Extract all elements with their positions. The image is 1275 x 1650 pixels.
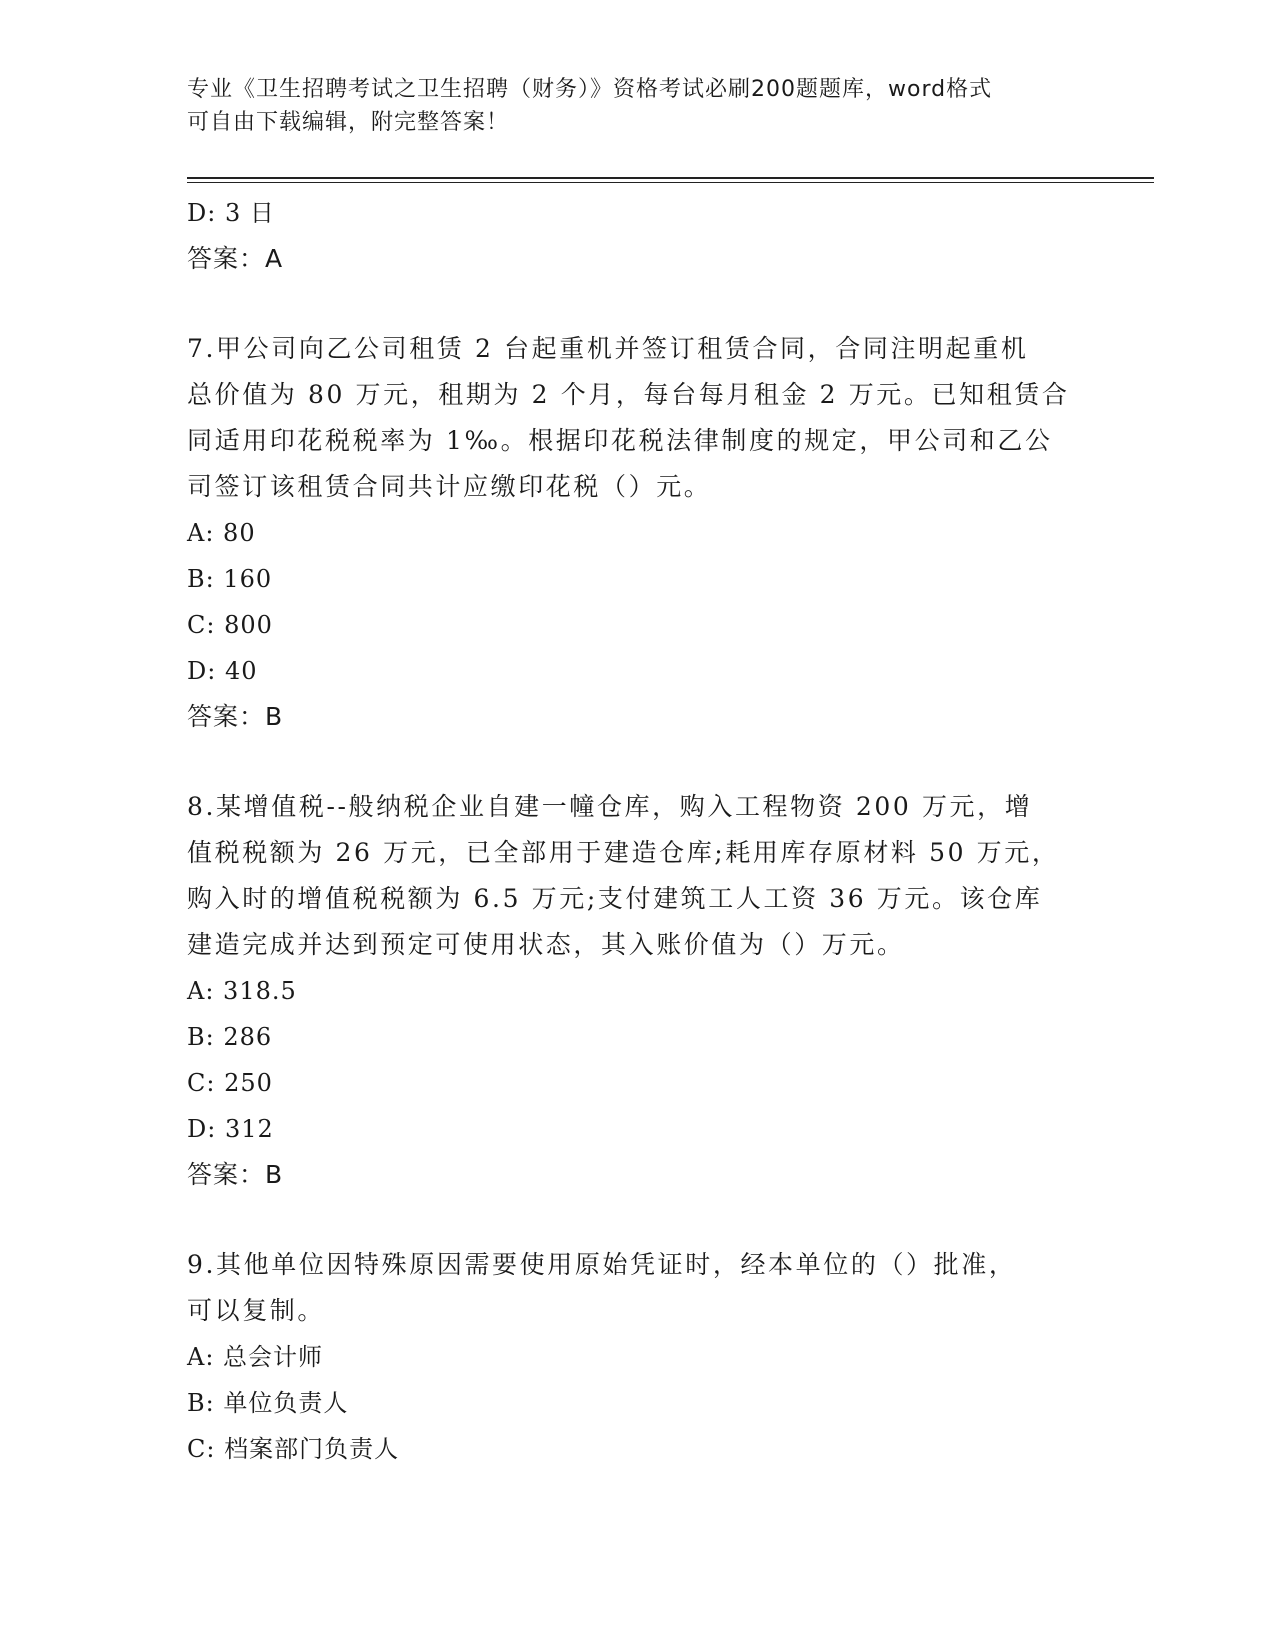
option-d: D: 3 日	[187, 199, 275, 227]
question-7	[187, 326, 1087, 740]
question-text	[187, 326, 1087, 510]
question-9	[187, 1242, 1087, 1472]
question-text-line: 总价值为 80 万元，租期为 2 个月，每台每月租金 2 万元。已知租赁合	[187, 380, 1070, 409]
answer-line: 答案：A	[187, 244, 284, 273]
option-d: D: 40	[187, 657, 258, 685]
option-c: C: 800	[187, 611, 273, 639]
option-b: B: 160	[187, 565, 273, 593]
question-text-line: 7.甲公司向乙公司租赁 2 台起重机并签订租赁合同，合同注明起重机	[187, 334, 1029, 363]
spacer	[187, 740, 1087, 784]
answer-line: 答案：B	[187, 702, 284, 731]
option-d: D: 312	[187, 1115, 274, 1143]
option-c: C: 档案部门负责人	[187, 1435, 400, 1463]
spacer	[187, 1198, 1087, 1242]
question-text-line: 同适用印花税税率为 1‰。根据印花税法律制度的规定，甲公司和乙公	[187, 426, 1053, 455]
answer-line: 答案：B	[187, 1160, 284, 1189]
page-header	[187, 73, 1067, 139]
spacer	[187, 282, 1087, 326]
option-a: A: 总会计师	[187, 1343, 324, 1371]
option-c: C: 250	[187, 1069, 273, 1097]
option-b: B: 286	[187, 1023, 273, 1051]
question-text-line: 司签订该租赁合同共计应缴印花税（）元。	[187, 472, 712, 501]
option-b: B: 单位负责人	[187, 1389, 349, 1417]
header-title-line-2: 可自由下载编辑，附完整答案！	[187, 110, 510, 135]
question-text-line: 购入时的增值税税额为 6.5 万元;支付建筑工人工资 36 万元。该仓库	[187, 884, 1043, 913]
question-text-line: 9.其他单位因特殊原因需要使用原始凭证时，经本单位的（）批准，	[187, 1250, 1017, 1279]
question-8	[187, 784, 1087, 1198]
question-text-line: 建造完成并达到预定可使用状态，其入账价值为（）万元。	[187, 930, 905, 959]
question-content	[187, 190, 1087, 1472]
header-divider-thin	[187, 182, 1154, 183]
question-text-line: 8.某增值税--般纳税企业自建一幢仓库，购入工程物资 200 万元，增	[187, 792, 1033, 821]
question-text-line: 可以复制。	[187, 1296, 326, 1325]
header-divider-thick	[187, 177, 1154, 179]
option-a: A: 80	[187, 519, 256, 547]
question-text	[187, 784, 1087, 968]
question-text-line: 值税税额为 26 万元，已全部用于建造仓库;耗用库存原材料 50 万元，	[187, 838, 1060, 867]
option-a: A: 318.5	[187, 977, 297, 1005]
header-title-line-1: 专业《卫生招聘考试之卫生招聘（财务）》资格考试必刷200题题库，word格式	[187, 77, 993, 102]
question-text	[187, 1242, 1087, 1334]
